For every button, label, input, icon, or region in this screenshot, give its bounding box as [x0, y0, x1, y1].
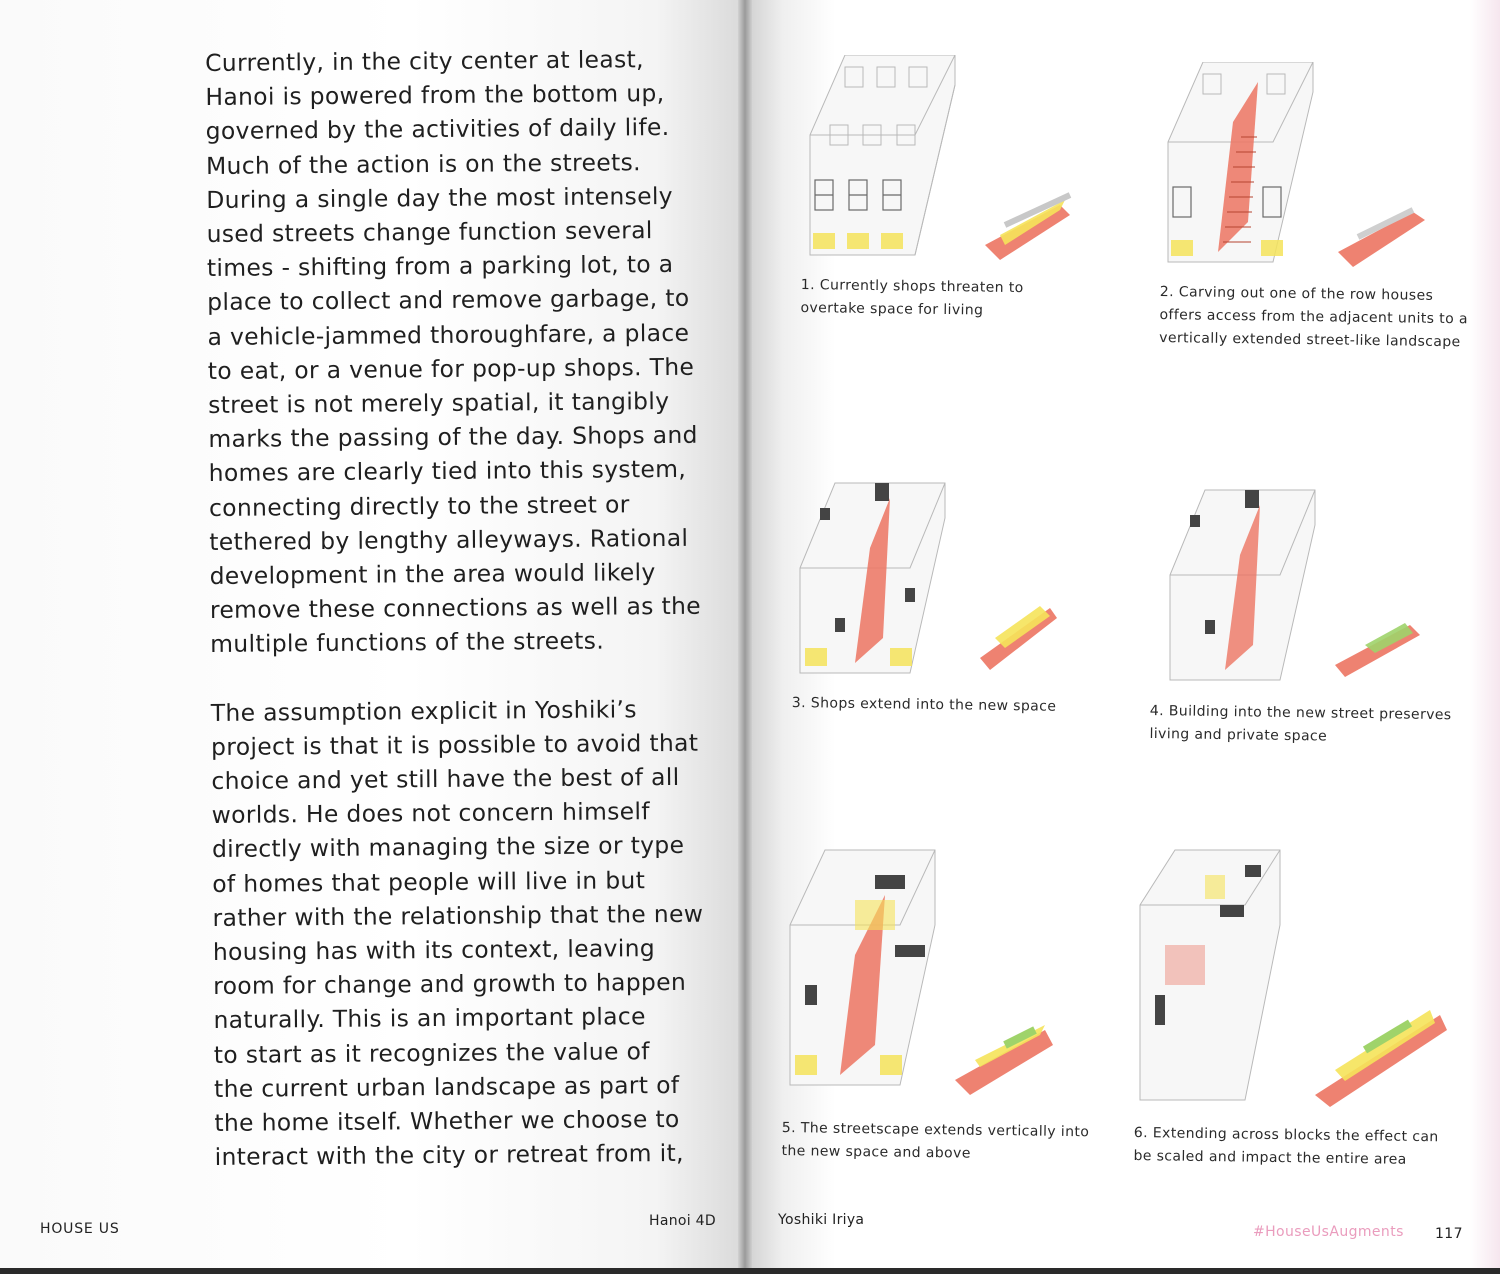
- left-page: [0, 0, 745, 1274]
- text-line: times - shifting from a parking lot, to a: [206, 250, 674, 283]
- text-line: to eat, or a venue for pop-up shops. The: [207, 352, 695, 385]
- figure-4-caption: [1149, 700, 1451, 750]
- figure-1-axonometric: [805, 55, 1085, 275]
- text-line: choice and yet still have the best of all: [211, 762, 680, 796]
- running-footer-section: Hanoi 4D: [649, 1213, 716, 1229]
- text-line: Much of the action is on the streets.: [205, 147, 642, 180]
- caption-line: living and private space: [1149, 725, 1328, 745]
- figure-6-axonometric: [1135, 845, 1455, 1110]
- hashtag-footer: #HouseUsAugments: [1253, 1224, 1404, 1240]
- text-line: Currently, in the city center at least,: [205, 45, 645, 77]
- text-line: connecting directly to the street or: [208, 489, 630, 522]
- figure-6-caption: [1133, 1122, 1438, 1172]
- text-line: rather with the relationship that the new: [212, 899, 704, 932]
- caption-line: 5. The streetscape extends vertically into: [781, 1119, 1090, 1141]
- caption-line: vertically extended street-like landscape: [1159, 329, 1461, 351]
- essay-paragraph-2: [211, 691, 735, 1174]
- text-line: During a single day the most intensely: [206, 181, 674, 214]
- text-line: the current urban landscape as part of: [213, 1070, 680, 1103]
- scan-edge: [0, 1268, 1500, 1274]
- figure-4-axonometric: [1165, 485, 1435, 695]
- text-line: to start as it recognizes the value of: [213, 1036, 650, 1069]
- page-number: 117: [1435, 1226, 1463, 1242]
- text-line: used streets change function several: [206, 216, 653, 249]
- text-line: directly with managing the size or type: [211, 831, 685, 864]
- text-line: place to collect and remove garbage, to: [207, 284, 690, 317]
- book-gutter-shadow: [738, 0, 752, 1274]
- figure-3-caption: [792, 692, 1057, 719]
- caption-line: 2. Carving out one of the row houses: [1159, 283, 1434, 304]
- text-line: remove these connections as well as the: [209, 591, 702, 625]
- text-line: governed by the activities of daily life.: [205, 113, 670, 146]
- text-line: interact with the city or retreat from it,: [214, 1139, 684, 1172]
- text-line: tethered by lengthy alleyways. Rational: [209, 523, 689, 556]
- text-line: project is that it is possible to avoid that: [210, 728, 699, 761]
- running-footer-author: Yoshiki Iriya: [778, 1212, 865, 1228]
- text-line: a vehicle-jammed thoroughfare, a place: [207, 318, 690, 351]
- text-line: the home itself. Whether we choose to: [214, 1104, 680, 1138]
- essay-paragraph-1: [205, 41, 730, 661]
- figure-5-axonometric: [785, 845, 1075, 1095]
- essay-text: [205, 41, 735, 1208]
- text-line: room for change and growth to happen: [213, 968, 687, 1001]
- right-page: [745, 0, 1500, 1274]
- text-line: naturally. This is an important place: [213, 1002, 646, 1035]
- text-line: multiple functions of the streets.: [210, 626, 605, 659]
- figure-3-axonometric: [795, 478, 1075, 688]
- text-line: homes are clearly tied into this system,: [208, 455, 687, 488]
- text-line: street is not merely spatial, it tangibly: [208, 386, 670, 420]
- caption-line: 3. Shops extend into the new space: [791, 694, 1057, 715]
- text-line: marks the passing of the day. Shops and: [208, 420, 698, 454]
- text-line: The assumption explicit in Yoshiki’s: [210, 694, 637, 727]
- text-line: development in the area would likely: [209, 558, 656, 591]
- text-line: housing has with its context, leaving: [212, 934, 656, 967]
- figure-1-caption: [800, 274, 1023, 323]
- figure-2-axonometric: [1163, 62, 1433, 282]
- caption-line: overtake space for living: [800, 299, 984, 319]
- figure-5-caption: [781, 1117, 1089, 1167]
- caption-line: 1. Currently shops threaten to: [800, 276, 1024, 297]
- text-line: worlds. He does not concern himself: [211, 797, 650, 830]
- caption-line: 6. Extending across blocks the effect can: [1133, 1124, 1439, 1146]
- caption-line: 4. Building into the new street preserves: [1149, 702, 1452, 724]
- caption-line: offers access from the adjacent units to a: [1159, 306, 1469, 328]
- text-line: of homes that people will live in but: [212, 865, 646, 898]
- figure-2-caption: [1159, 281, 1468, 354]
- caption-line: the new space and above: [781, 1142, 971, 1162]
- text-line: Hanoi is powered from the bottom up,: [205, 79, 665, 112]
- running-footer-book-title: HOUSE US: [40, 1221, 120, 1237]
- caption-line: be scaled and impact the entire area: [1133, 1147, 1407, 1168]
